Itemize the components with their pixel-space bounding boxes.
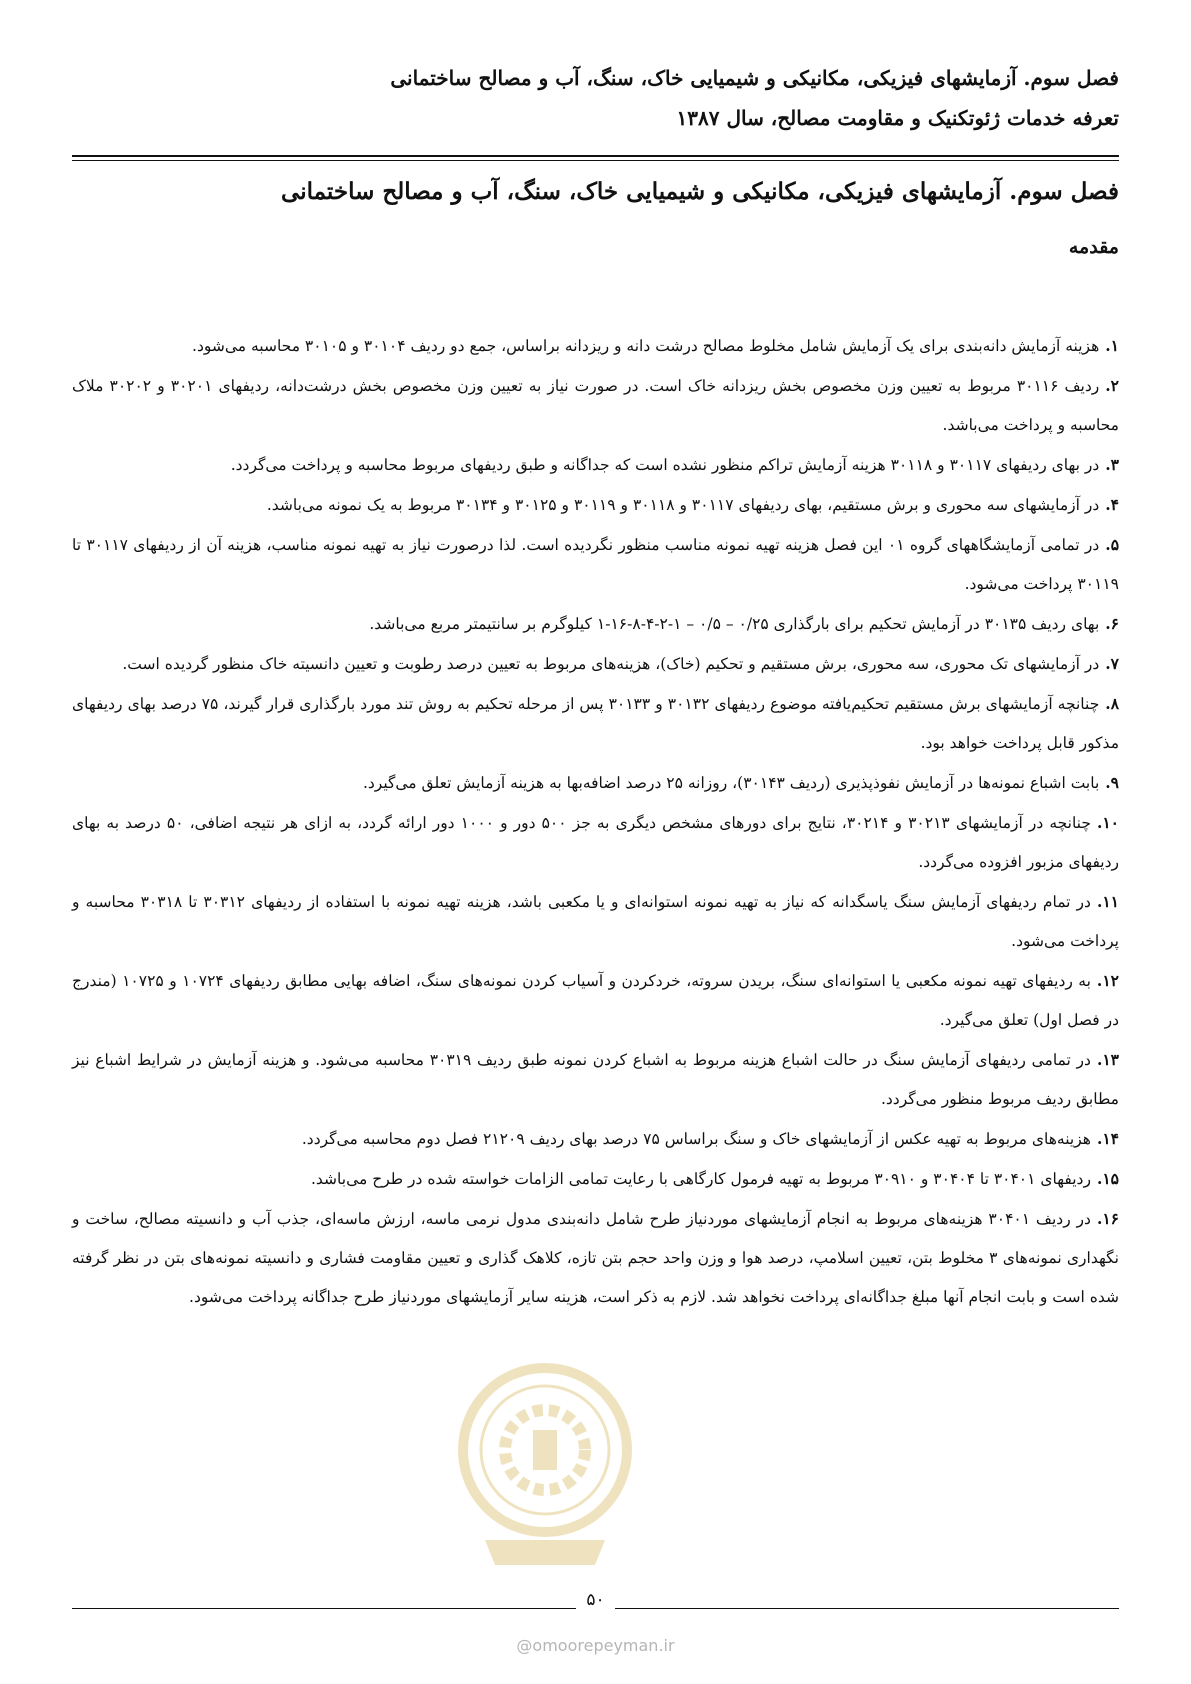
item-number: ۱۱.: [1096, 892, 1119, 911]
item-text: چنانچه در آزمایشهای ۳۰۲۱۳ و ۳۰۲۱۴، نتایج برای دورهای مشخص دیگری به جز ۵۰۰ دور و ۱۰۰۰ دور ارائه گردد، به ازای هر نتیجه اضافی، ۵۰ درصد به بهای ردیفهای مزبور افزوده می‌گردد.: [72, 814, 1119, 871]
item-text: چنانچه آزمایشهای برش مستقیم تحکیم‌یافته موضوع ردیفهای ۳۰۱۳۲ و ۳۰۱۳۳ پس از مرحله تحکیم به روش تند مورد بارگذاری قرار گیرند، ۷۵ درصد بهای ردیفهای مذکور قابل پرداخت خواهد بود.: [72, 695, 1119, 752]
item-number: ۱.: [1105, 336, 1119, 355]
item-text: ردیف ۳۰۱۱۶ مربوط به تعیین وزن مخصوص بخش ریزدانه خاک است. در صورت نیاز به تعیین وزن مخصوص بخش درشت‌دانه، ردیفهای ۳۰۲۰۱ و ۳۰۲۰۲ ملاک محاسبه و پرداخت می‌باشد.: [72, 377, 1119, 434]
list-item: [72, 684, 1119, 763]
item-text: هزینه‌های مربوط به تهیه عکس از آزمایشهای خاک و سنگ براساس ۷۵ درصد بهای ردیف ۲۱۲۰۹ فصل دوم محاسبه می‌گردد.: [301, 1130, 1091, 1148]
header-chapter-title: فصل سوم. آزمایشهای فیزیکی، مکانیکی و شیمیایی خاک، سنگ، آب و مصالح ساختمانی: [390, 66, 1119, 90]
list-item: [72, 326, 1119, 366]
item-number: ۱۲.: [1096, 971, 1119, 990]
list-item: [72, 1040, 1119, 1119]
item-text: بابت اشباع نمونه‌ها در آزمایش نفوذپذیری (ردیف ۳۰۱۴۳)، روزانه ۲۵ درصد اضافه‌بها به هزینه آزمایش تعلق می‌گیرد.: [362, 774, 1100, 792]
list-item: [72, 525, 1119, 604]
list-item: [72, 1119, 1119, 1159]
item-number: ۶.: [1105, 614, 1119, 633]
list-item: [72, 604, 1119, 644]
list-item: [72, 485, 1119, 525]
item-text: در تمام ردیفهای آزمایش سنگ یاسگدانه که نیاز به تهیه نمونه استوانه‌ای و یا مکعبی باشد، هزینه تهیه نمونه با استفاده از ردیفهای ۳۰۳۱۲ تا ۳۰۳۱۸ محاسبه و پرداخت می‌شود.: [72, 893, 1119, 950]
header-rule-thin: [72, 160, 1119, 161]
list-item: [72, 763, 1119, 803]
header-document-title: تعرفه خدمات ژئوتکنیک و مقاومت مصالح، سال ۱۳۸۷: [676, 106, 1119, 130]
list-item: [72, 1159, 1119, 1199]
item-text: در ردیف ۳۰۴۰۱ هزینه‌های مربوط به انجام آزمایشهای موردنیاز طرح شامل دانه‌بندی مدول نرمی ماسه، ارزش ماسه‌ای، جذب آب و دانسیته مصالح، ساخت و نگهداری نمونه‌های ۳ مخلوط بتن، تعیین اسلامپ، درصد هوا و وزن واحد حجم بتن تازه، کلاهک گذاری و تعیین مقاومت فشاری و دانسیته نمونه‌های بتن در نظر گرفته شده است و بابت انجام آنها مبلغ جداگانه‌ای پرداخت نخواهد شد. لازم به ذکر است، هزینه سایر آزمایشهای موردنیاز طرح جداگانه پرداخت می‌شود.: [72, 1210, 1119, 1306]
list-item: [72, 961, 1119, 1040]
item-text: در بهای ردیفهای ۳۰۱۱۷ و ۳۰۱۱۸ هزینه آزمایش تراکم منظور نشده است که جداگانه و طبق ردیفهای مربوط محاسبه و پرداخت می‌گردد.: [230, 456, 1100, 474]
list-item: [72, 644, 1119, 684]
item-text: در آزمایشهای سه محوری و برش مستقیم، بهای ردیفهای ۳۰۱۱۷ و ۳۰۱۱۸ و ۳۰۱۱۹ و ۳۰۱۲۵ و ۳۰۱۳۴ مربوط به یک نمونه می‌باشد.: [266, 496, 1100, 514]
item-number: ۸.: [1105, 694, 1120, 713]
chapter-title: فصل سوم. آزمایشهای فیزیکی، مکانیکی و شیمیایی خاک، سنگ، آب و مصالح ساختمانی: [281, 178, 1119, 205]
list-item: [72, 1199, 1119, 1317]
header-rule-thick: [72, 155, 1119, 157]
item-number: ۳.: [1105, 455, 1119, 474]
numbered-list: [72, 326, 1119, 1590]
list-item: [72, 882, 1119, 961]
list-item: [72, 445, 1119, 485]
running-header: [72, 58, 1119, 138]
item-text: ردیفهای ۳۰۴۰۱ تا ۳۰۴۰۴ و ۳۰۹۱۰ مربوط به تهیه فرمول کارگاهی با رعایت تمامی الزامات خواسته شده در طرح می‌باشد.: [310, 1170, 1091, 1188]
section-heading: مقدمه: [1068, 236, 1119, 258]
item-text: به ردیفهای تهیه نمونه مکعبی یا استوانه‌ای سنگ، بریدن سروته، خردکردن و آسیاب کردن نمونه‌های سنگ، اضافه بهایی مطابق ردیفهای ۱۰۷۲۴ و ۱۰۷۲۵ (مندرج در فصل اول) تعلق می‌گیرد.: [72, 972, 1119, 1029]
item-number: ۱۶.: [1096, 1209, 1119, 1228]
item-text: در آزمایشهای تک محوری، سه محوری، برش مستقیم و تحکیم (خاک)، هزینه‌های مربوط به تعیین درصد رطوبت و تعیین دانسیته خاک منظور گردیده است.: [122, 655, 1100, 673]
item-number: ۷.: [1105, 654, 1119, 673]
item-number: ۵.: [1105, 535, 1120, 554]
item-text: در تمامی ردیفهای آزمایش سنگ در حالت اشباع هزینه مربوط به اشباع کردن نمونه طبق ردیف ۳۰۳۱۹ محاسبه می‌شود. و هزینه آزمایش در شرایط اشباع نیز مطابق ردیف مربوط منظور می‌گردد.: [72, 1051, 1119, 1108]
list-item: [72, 803, 1119, 882]
item-number: ۴.: [1105, 495, 1119, 514]
page-number: ۵۰: [0, 1590, 1191, 1610]
item-number: ۱۳.: [1096, 1050, 1119, 1069]
item-number: ۹.: [1105, 773, 1119, 792]
list-item: [72, 366, 1119, 445]
item-text: هزینه آزمایش دانه‌بندی برای یک آزمایش شامل مخلوط مصالح درشت دانه و ریزدانه براساس، جمع دو ردیف ۳۰۱۰۴ و ۳۰۱۰۵ محاسبه می‌شود.: [192, 337, 1100, 355]
item-number: ۱۰.: [1096, 813, 1120, 832]
item-text: در تمامی آزمایشگاههای گروه ۰۱ این فصل هزینه تهیه نمونه مناسب منظور نگردیده است. لذا درصورت نیاز به تهیه نمونه مناسب، هزینه آن از ردیفهای ۳۰۱۱۷ تا ۳۰۱۱۹ پرداخت می‌شود.: [72, 536, 1119, 593]
item-text: بهای ردیف ۳۰۱۳۵ در آزمایش تحکیم برای بارگذاری ۰/۲۵ – ۰/۵ – ۱-۲-۴-۸-۱۶-۱ کیلوگرم بر سانتیمتر مربع می‌باشد.: [369, 615, 1100, 633]
website-watermark: @omoorepeyman.ir: [516, 1636, 675, 1655]
item-number: ۱۴.: [1096, 1129, 1119, 1148]
item-number: ۲.: [1105, 376, 1119, 395]
item-number: ۱۵.: [1096, 1169, 1119, 1188]
